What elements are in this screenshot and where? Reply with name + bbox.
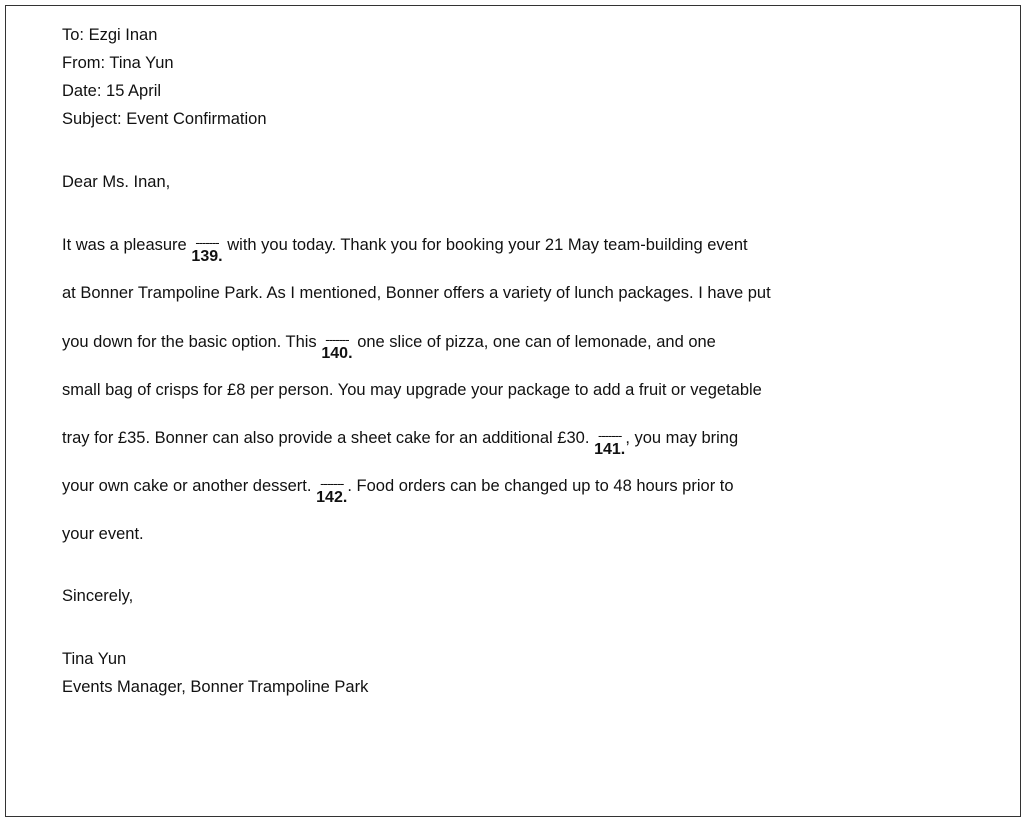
- body-line-1: [62, 235, 748, 265]
- body-line-6: [62, 476, 734, 506]
- blank-140: [321, 332, 353, 362]
- blank-dashes: -------: [325, 332, 349, 347]
- blank-142: [316, 476, 348, 506]
- blank-dashes: -------: [195, 235, 219, 250]
- text: . Food orders can be changed up to 48 hours prior to: [347, 477, 734, 495]
- signature-name: Tina Yun: [62, 650, 127, 668]
- text: with you today. Thank you for booking your 21 May team-building event: [227, 236, 748, 254]
- blank-139: [191, 235, 223, 265]
- text: your own cake or another dessert.: [62, 477, 312, 495]
- text: , you may bring: [625, 429, 739, 447]
- question-number: 142.: [316, 489, 348, 506]
- closing: Sincerely,: [62, 587, 134, 605]
- question-number: 141.: [594, 441, 626, 458]
- text: one slice of pizza, one can of lemonade, and one: [357, 333, 716, 351]
- date-line: Date: 15 April: [62, 82, 162, 100]
- body-line-7: your event.: [62, 525, 144, 543]
- to-line: To: Ezgi Inan: [62, 26, 158, 44]
- body-line-3: [62, 332, 716, 362]
- blank-dashes: -------: [320, 476, 344, 491]
- text: you down for the basic option. This: [62, 333, 317, 351]
- body-line-4: small bag of crisps for £8 per person. You may upgrade your package to add a fruit or vegetable: [62, 381, 762, 399]
- blank-dashes: -------: [598, 428, 622, 443]
- body-line-2: at Bonner Trampoline Park. As I mentioned, Bonner offers a variety of lunch packages. I have put: [62, 284, 771, 302]
- from-line: From: Tina Yun: [62, 54, 174, 72]
- subject-line: Subject: Event Confirmation: [62, 110, 267, 128]
- blank-141: [594, 428, 626, 458]
- body-line-5: [62, 428, 739, 458]
- greeting: Dear Ms. Inan,: [62, 173, 171, 191]
- question-number: 139.: [191, 248, 223, 265]
- text: tray for £35. Bonner can also provide a sheet cake for an additional £30.: [62, 429, 590, 447]
- signature-title: Events Manager, Bonner Trampoline Park: [62, 678, 369, 696]
- text: It was a pleasure: [62, 236, 187, 254]
- question-number: 140.: [321, 345, 353, 362]
